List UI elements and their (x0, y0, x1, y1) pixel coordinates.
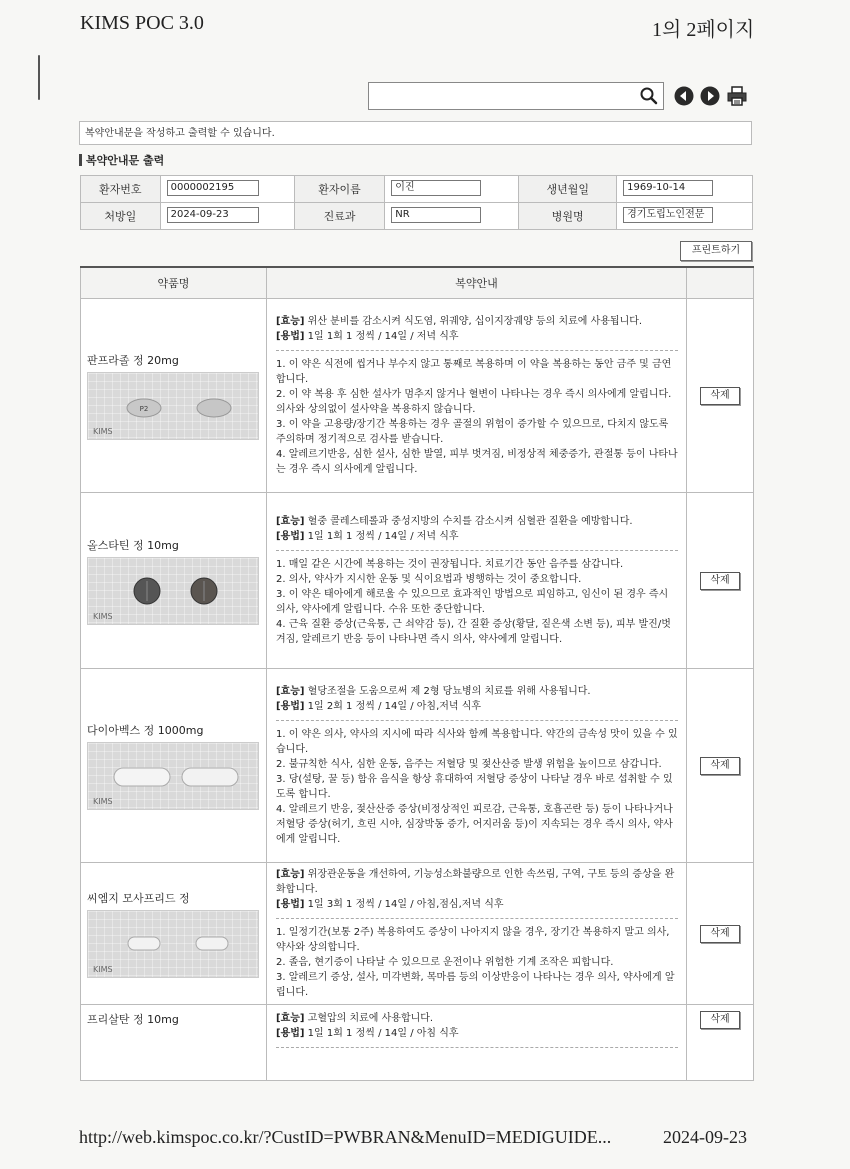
drug-name: 판프라졸 정 20mg (87, 353, 179, 367)
pill-tablets (126, 935, 236, 953)
search-input[interactable] (369, 83, 641, 107)
usage-text: 1일 3회 1 정씩 / 14일 / 아침,점심,저녁 식후 (307, 899, 504, 910)
efficacy-line (276, 314, 678, 329)
patient-id-cell (160, 176, 294, 203)
action-cell (687, 299, 754, 493)
drug-row (81, 863, 754, 1005)
guide-note: 2. 의사, 약사가 지시한 운동 및 식이요법과 병행하는 것이 중요합니다. (276, 574, 582, 585)
usage-line (276, 897, 678, 912)
dob-label: 생년월일 (519, 176, 617, 203)
dept-cell (385, 203, 519, 230)
guide-note: 4. 알레르기반응, 심한 설사, 심한 발열, 피부 벗겨짐, 비정상적 체중증가, 관절통 등이 나타나는 경우 즉시 의사에게 알립니다. (276, 449, 678, 475)
usage-text: 1일 2회 1 정씩 / 14일 / 아침,저녁 식후 (307, 701, 482, 712)
efficacy-text: 혈중 콜레스테롤과 중성지방의 수치를 감소시켜 심혈관 질환을 예방합니다. (307, 516, 633, 527)
usage-text: 1일 1회 1 정씩 / 14일 / 저녁 식후 (307, 531, 459, 542)
print-button[interactable]: 프린트하기 (680, 241, 752, 261)
kims-watermark: KIMS (93, 796, 113, 806)
delete-button[interactable]: 삭제 (700, 1011, 740, 1029)
usage-line (276, 1026, 678, 1041)
guide-note: 1. 일정기간(보통 2주) 복용하여도 증상이 나아지지 않을 경우, 장기간 복용하지 말고 의사, 약사와 상의합니다. (276, 927, 670, 953)
pill-image (87, 742, 259, 810)
drug-guide-cell (267, 669, 687, 863)
usage-tag: [용법] (276, 331, 305, 342)
efficacy-tag: [효능] (276, 869, 305, 880)
guide-note: 2. 이 약 복용 후 심한 설사가 멈추지 않거나 혈변이 나타나는 경우 즉시 의사에게 알립니다. 의사와 상의없이 설사약을 복용하지 않습니다. (276, 389, 672, 415)
usage-tag: [용법] (276, 1028, 305, 1039)
drug-guide-table (80, 266, 754, 1081)
action-cell (687, 863, 754, 1005)
toolbar (368, 82, 748, 110)
efficacy-line (276, 1011, 678, 1026)
guide-note: 3. 이 약은 태아에게 해로울 수 있으므로 효과적인 방법으로 피임하고, 임신이 된 경우 즉시 의사, 약사에게 알립니다. 수유 또한 중단합니다. (276, 589, 669, 615)
guide-note: 4. 알레르기 반응, 젖산산증 증상(비정상적인 피로감, 근육통, 호흡곤란 등) 등이 나타나거나 저혈당 증상(허기, 흐린 시야, 심장박동 증가, 어지러움 등)이 지속되는 경우 즉시 의사, 약사에게 알립니다. (276, 804, 673, 845)
drug-name-cell (81, 863, 267, 1005)
scan-mark (38, 55, 40, 100)
drug-name-cell (81, 299, 267, 493)
footer-url: http://web.kimspoc.co.kr/?CustID=PWBRAN&MenuID=MEDIGUIDE... (79, 1127, 612, 1147)
drug-row (81, 299, 754, 493)
guide-divider (276, 1047, 678, 1048)
printer-icon[interactable] (726, 85, 748, 107)
drug-name-cell (81, 1005, 267, 1081)
drug-guide-cell (267, 863, 687, 1005)
guide-note: 3. 이 약을 고용량/장기간 복용하는 경우 골절의 위험이 증가할 수 있으므로, 다치지 않도록 주의하며 정기적으로 검사를 받습니다. (276, 419, 669, 445)
col-guide: 복약안내 (267, 267, 687, 299)
guide-note: 1. 매일 같은 시간에 복용하는 것이 권장됩니다. 치료기간 동안 음주를 삼갑니다. (276, 559, 624, 570)
efficacy-text: 고혈압의 치료에 사용합니다. (307, 1013, 434, 1024)
guide-note: 1. 이 약은 식전에 씹거나 부수지 않고 통째로 복용하며 이 약을 복용하는 동안 금주 및 금연합니다. (276, 359, 672, 385)
action-cell (687, 669, 754, 863)
usage-line (276, 329, 678, 344)
usage-line (276, 699, 678, 714)
drug-guide-cell (267, 299, 687, 493)
drug-name: 다이아벡스 정 1000mg (87, 723, 204, 737)
pill-image (87, 557, 259, 625)
efficacy-line (276, 867, 678, 897)
efficacy-text: 혈당조절을 도움으로써 제 2형 당뇨병의 치료를 위해 사용됩니다. (307, 686, 591, 697)
dob-cell (617, 176, 753, 203)
efficacy-text: 위장관운동을 개선하여, 기능성소화불량으로 인한 속쓰림, 구역, 구토 등의 증상을 완화합니다. (276, 869, 675, 895)
action-cell (687, 493, 754, 669)
guide-note: 2. 졸음, 현기증이 나타날 수 있으므로 운전이나 위험한 기계 조작은 피합니다. (276, 957, 614, 968)
guide-note: 4. 근육 질환 증상(근육통, 근 쇠약감 등), 간 질환 증상(황달, 짙은색 소변 등), 피부 발진/벗겨짐, 알레르기 반응 등이 나타나면 즉시 의사, 약사에게 알립니다. (276, 619, 671, 645)
pill-image (87, 910, 259, 978)
dept-field[interactable]: NR (391, 207, 481, 223)
guide-note: 1. 이 약은 의사, 약사의 지시에 따라 식사와 함께 복용합니다. 약간의 금속성 맛이 있을 수 있습니다. (276, 729, 678, 755)
delete-button[interactable]: 삭제 (700, 925, 740, 943)
col-drug-name: 약품명 (81, 267, 267, 299)
kims-watermark: KIMS (93, 964, 113, 974)
search-box (368, 82, 664, 110)
guide-note: 3. 알레르기 증상, 설사, 미각변화, 목마름 등의 이상반응이 나타나는 경우 의사, 약사에게 알립니다. (276, 972, 675, 998)
patient-name-label: 환자이름 (294, 176, 385, 203)
search-icon[interactable] (639, 86, 659, 106)
efficacy-text: 위산 분비를 감소시켜 식도염, 위궤양, 십이지장궤양 등의 치료에 사용됩니다. (307, 316, 643, 327)
pill-image (87, 372, 259, 440)
patient-id-field[interactable]: 0000002195 (167, 180, 259, 196)
hospital-cell (617, 203, 753, 230)
rx-date-cell (160, 203, 294, 230)
guide-divider (276, 350, 678, 351)
drug-name: 씨엠지 모사프리드 정 (87, 891, 190, 905)
rx-date-label: 처방일 (81, 203, 161, 230)
notice-text: 복약안내문을 작성하고 출력할 수 있습니다. (79, 121, 752, 145)
drug-name: 프리살탄 정 10mg (87, 1013, 179, 1026)
section-title (79, 152, 164, 168)
hospital-field[interactable]: 경기도립노인전문 (623, 207, 713, 223)
section-bar (79, 154, 82, 166)
drug-row (81, 1005, 754, 1081)
dob-field[interactable]: 1969-10-14 (623, 180, 713, 196)
drug-row (81, 493, 754, 669)
efficacy-line (276, 684, 678, 699)
efficacy-tag: [효능] (276, 1013, 305, 1024)
delete-button[interactable]: 삭제 (700, 387, 740, 405)
drug-name-cell (81, 669, 267, 863)
usage-tag: [용법] (276, 899, 305, 910)
pill-tablets (132, 576, 222, 606)
efficacy-line (276, 514, 678, 529)
delete-button[interactable]: 삭제 (700, 757, 740, 775)
patient-id-label: 환자번호 (81, 176, 161, 203)
usage-text: 1일 1회 1 정씩 / 14일 / 저녁 식후 (307, 331, 459, 342)
kims-watermark: KIMS (93, 426, 113, 436)
drug-guide-cell (267, 493, 687, 669)
action-cell (687, 1005, 754, 1081)
guide-note: 2. 불규칙한 식사, 심한 운동, 음주는 저혈당 및 젖산산증 발생 위험을 높이므로 삼갑니다. (276, 759, 662, 770)
rx-date-field[interactable]: 2024-09-23 (167, 207, 259, 223)
efficacy-tag: [효능] (276, 686, 305, 697)
pill-imprint: P2 (139, 404, 149, 413)
usage-text: 1일 1회 1 정씩 / 14일 / 아침 식후 (307, 1028, 459, 1039)
kims-watermark: KIMS (93, 611, 113, 621)
hospital-label: 병원명 (519, 203, 617, 230)
delete-button[interactable]: 삭제 (700, 572, 740, 590)
guide-divider (276, 550, 678, 551)
drug-name-cell (81, 493, 267, 669)
pill-tablets (112, 765, 242, 789)
usage-tag: [용법] (276, 531, 305, 542)
arrow-right-icon[interactable] (700, 86, 720, 106)
patient-info-table (80, 175, 753, 230)
drug-guide-cell (267, 1005, 687, 1081)
col-action (687, 267, 754, 299)
guide-divider (276, 918, 678, 919)
usage-line (276, 529, 678, 544)
pill-tablets (126, 397, 246, 419)
drug-name: 올스타틴 정 10mg (87, 538, 179, 552)
app-title: KIMS POC 3.0 (80, 12, 204, 34)
arrow-left-icon[interactable] (674, 86, 694, 106)
efficacy-tag: [효능] (276, 316, 305, 327)
drug-table-header (81, 267, 754, 299)
dept-label: 진료과 (294, 203, 385, 230)
usage-tag: [용법] (276, 701, 305, 712)
patient-name-cell (385, 176, 519, 203)
guide-note: 3. 당(설탕, 꿀 등) 함유 음식을 항상 휴대하여 저혈당 증상이 나타날 경우 바로 섭취할 수 있도록 합니다. (276, 774, 673, 800)
guide-divider (276, 720, 678, 721)
efficacy-tag: [효능] (276, 516, 305, 527)
patient-name-field[interactable]: 이진 (391, 180, 481, 196)
footer-date: 2024-09-23 (663, 1127, 747, 1147)
drug-row (81, 669, 754, 863)
section-title-text: 복약안내문 출력 (86, 154, 165, 167)
page-indicator: 1의 2페이지 (652, 19, 755, 41)
